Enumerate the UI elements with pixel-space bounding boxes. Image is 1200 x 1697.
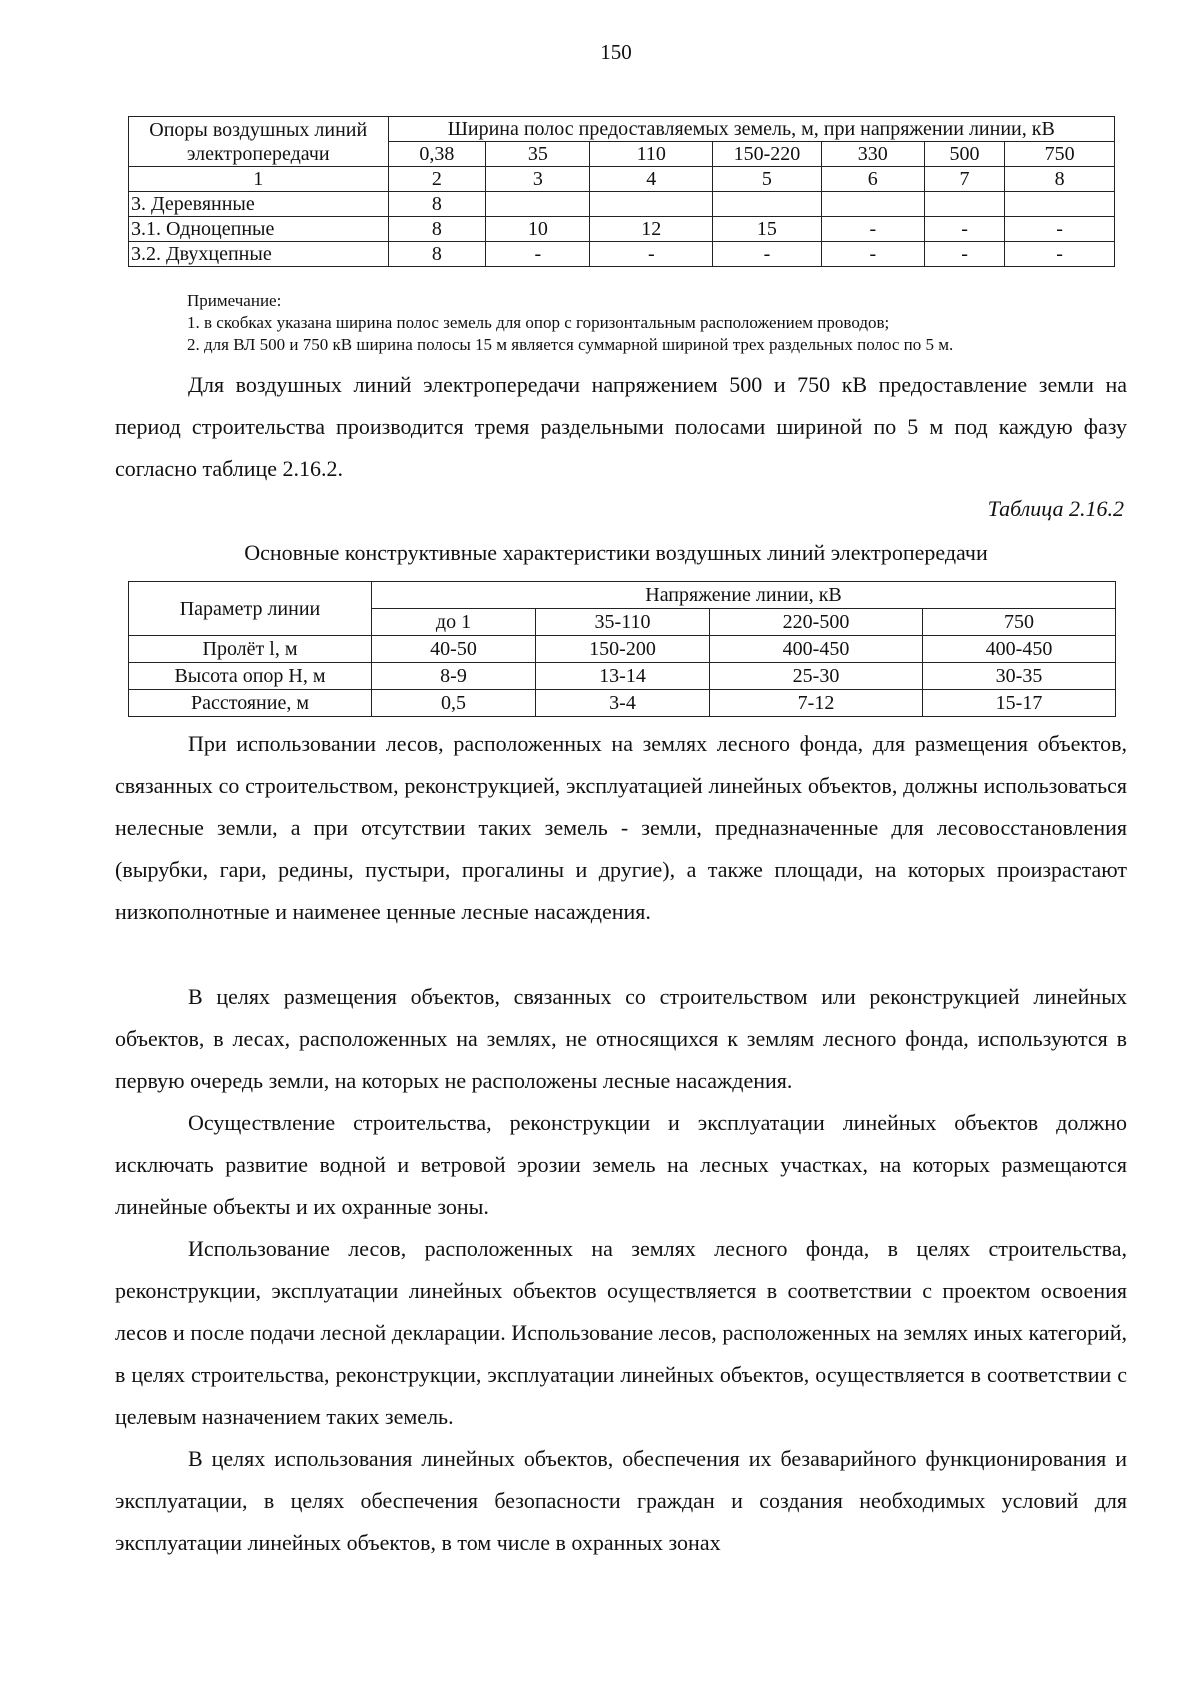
table-cell: 8 <box>388 242 486 267</box>
table-cell: - <box>821 217 924 242</box>
table-cell: 3-4 <box>536 690 710 717</box>
land-width-table <box>128 116 1115 267</box>
paragraph: Для воздушных линий электропередачи напряжением 500 и 750 кВ предоставление земли на период строительства производится тремя раздельными полосами шириной по 5 м под каждую фазу согласно таблице 2.16.2. <box>115 372 1127 481</box>
table-row <box>129 582 1116 609</box>
table-cell: - <box>486 242 590 267</box>
voltage-header: 35-110 <box>536 609 710 636</box>
column-number: 1 <box>129 167 389 192</box>
row-label: 3.1. Одноцепные <box>129 217 389 242</box>
paragraph: Осуществление строительства, реконструкции и эксплуатации линейных объектов должно исключать развитие водной и ветровой эрозии земель на лесных участках, на которых размещаются линейные объекты и их охранные зоны. <box>115 1110 1127 1219</box>
table-cell: 15-17 <box>923 690 1116 717</box>
table-cell: 400-450 <box>710 636 923 663</box>
width-group-header: Ширина полос предоставляемых земель, м, при напряжении линии, кВ <box>388 117 1115 142</box>
column-number: 7 <box>924 167 1004 192</box>
column-number: 6 <box>821 167 924 192</box>
column-number: 8 <box>1005 167 1115 192</box>
voltage-header: до 1 <box>372 609 536 636</box>
table-cell: 13-14 <box>536 663 710 690</box>
header-line: Опоры воздушных линий <box>149 118 368 141</box>
table-title: Основные конструктивные характеристики воздушных линий электропередачи <box>244 540 988 565</box>
table-cell: 400-450 <box>923 636 1116 663</box>
table-row <box>129 192 1115 217</box>
table-cell: 150-200 <box>536 636 710 663</box>
table-cell: 10 <box>486 217 590 242</box>
table-row <box>129 167 1115 192</box>
table-cell <box>924 192 1004 217</box>
row-label: Расстояние, м <box>129 690 372 717</box>
note-item: 1. в скобках указана ширина полос земель для опор с горизонтальным расположением проводов; <box>187 313 890 332</box>
column-number: 3 <box>486 167 590 192</box>
table-cell <box>590 192 713 217</box>
voltage-header: 220-500 <box>710 609 923 636</box>
voltage-header: 330 <box>821 142 924 167</box>
table-label: Таблица 2.16.2 <box>987 496 1124 521</box>
table-cell: - <box>821 242 924 267</box>
table-row <box>129 663 1116 690</box>
table-cell <box>713 192 822 217</box>
table-cell: 40-50 <box>372 636 536 663</box>
table-cell: - <box>924 217 1004 242</box>
table-cell: - <box>924 242 1004 267</box>
voltage-header: 750 <box>1005 142 1115 167</box>
column-number: 4 <box>590 167 713 192</box>
table-cell: 8 <box>388 217 486 242</box>
table-cell: 7-12 <box>710 690 923 717</box>
line-characteristics-table <box>128 581 1116 717</box>
table-cell <box>1005 192 1115 217</box>
table-cell: - <box>590 242 713 267</box>
table-cell: 8-9 <box>372 663 536 690</box>
voltage-header: 0,38 <box>388 142 486 167</box>
table-cell <box>821 192 924 217</box>
param-header: Параметр линии <box>129 582 372 636</box>
paragraph: В целях размещения объектов, связанных со строительством или реконструкцией линейных объектов, в лесах, расположенных на землях, не относящихся к землям лесного фонда, используются в первую очередь земли, на которых не расположены лесные насаждения. <box>115 984 1127 1093</box>
table-cell: - <box>1005 217 1115 242</box>
table-cell: 12 <box>590 217 713 242</box>
voltage-header: 110 <box>590 142 713 167</box>
column-number: 2 <box>388 167 486 192</box>
table-cell <box>486 192 590 217</box>
row-label: Пролёт l, м <box>129 636 372 663</box>
support-type-header <box>129 117 389 167</box>
table-cell: 8 <box>388 192 486 217</box>
voltage-header: 500 <box>924 142 1004 167</box>
paragraph: При использовании лесов, расположенных на землях лесного фонда, для размещения объектов, связанных со строительством, реконструкцией, эксплуатацией линейных объектов, должны использоваться нелесные земли, а при отсутствии таких земель - земли, предназначенные для лесовосстановления (вырубки, гари, редины, пустыри, прогалины и другие), а также площади, на которых произрастают низкополнотные и наименее ценные лесные насаждения. <box>115 731 1127 924</box>
paragraph: В целях использования линейных объектов, обеспечения их безаварийного функционирования и эксплуатации, в целях обеспечения безопасности граждан и создания необходимых условий для эксплуатации линейных объектов, в том числе в охранных зонах <box>115 1446 1127 1555</box>
paragraph: Использование лесов, расположенных на землях лесного фонда, в целях строительства, реконструкции, эксплуатации линейных объектов осуществляется в соответствии с проектом освоения лесов и после подачи лесной декларации. Использование лесов, расположенных на землях иных категорий, в целях строительства, реконструкции, эксплуатации линейных объектов, осуществляется в соответствии с целевым назначением таких земель. <box>115 1236 1127 1429</box>
voltage-header: 150-220 <box>713 142 822 167</box>
voltage-group-header: Напряжение линии, кВ <box>372 582 1116 609</box>
voltage-header: 750 <box>923 609 1116 636</box>
page-number: 150 <box>600 40 632 64</box>
row-label: Высота опор Н, м <box>129 663 372 690</box>
table-cell: 15 <box>713 217 822 242</box>
table-cell: 0,5 <box>372 690 536 717</box>
table-cell: 30-35 <box>923 663 1116 690</box>
header-line: электропередачи <box>186 142 330 165</box>
table-cell: - <box>1005 242 1115 267</box>
table-row <box>129 636 1116 663</box>
table-row <box>129 690 1116 717</box>
voltage-header: 35 <box>486 142 590 167</box>
table-row <box>129 117 1115 142</box>
table-row <box>129 217 1115 242</box>
note-item: 2. для ВЛ 500 и 750 кВ ширина полосы 15 м является суммарной шириной трех раздельных полос по 5 м. <box>187 335 954 354</box>
table-cell: 25-30 <box>710 663 923 690</box>
column-number: 5 <box>713 167 822 192</box>
table-row <box>129 242 1115 267</box>
table-cell: - <box>713 242 822 267</box>
row-label: 3.2. Двухцепные <box>129 242 389 267</box>
row-label: 3. Деревянные <box>129 192 389 217</box>
note-title: Примечание: <box>187 291 282 310</box>
